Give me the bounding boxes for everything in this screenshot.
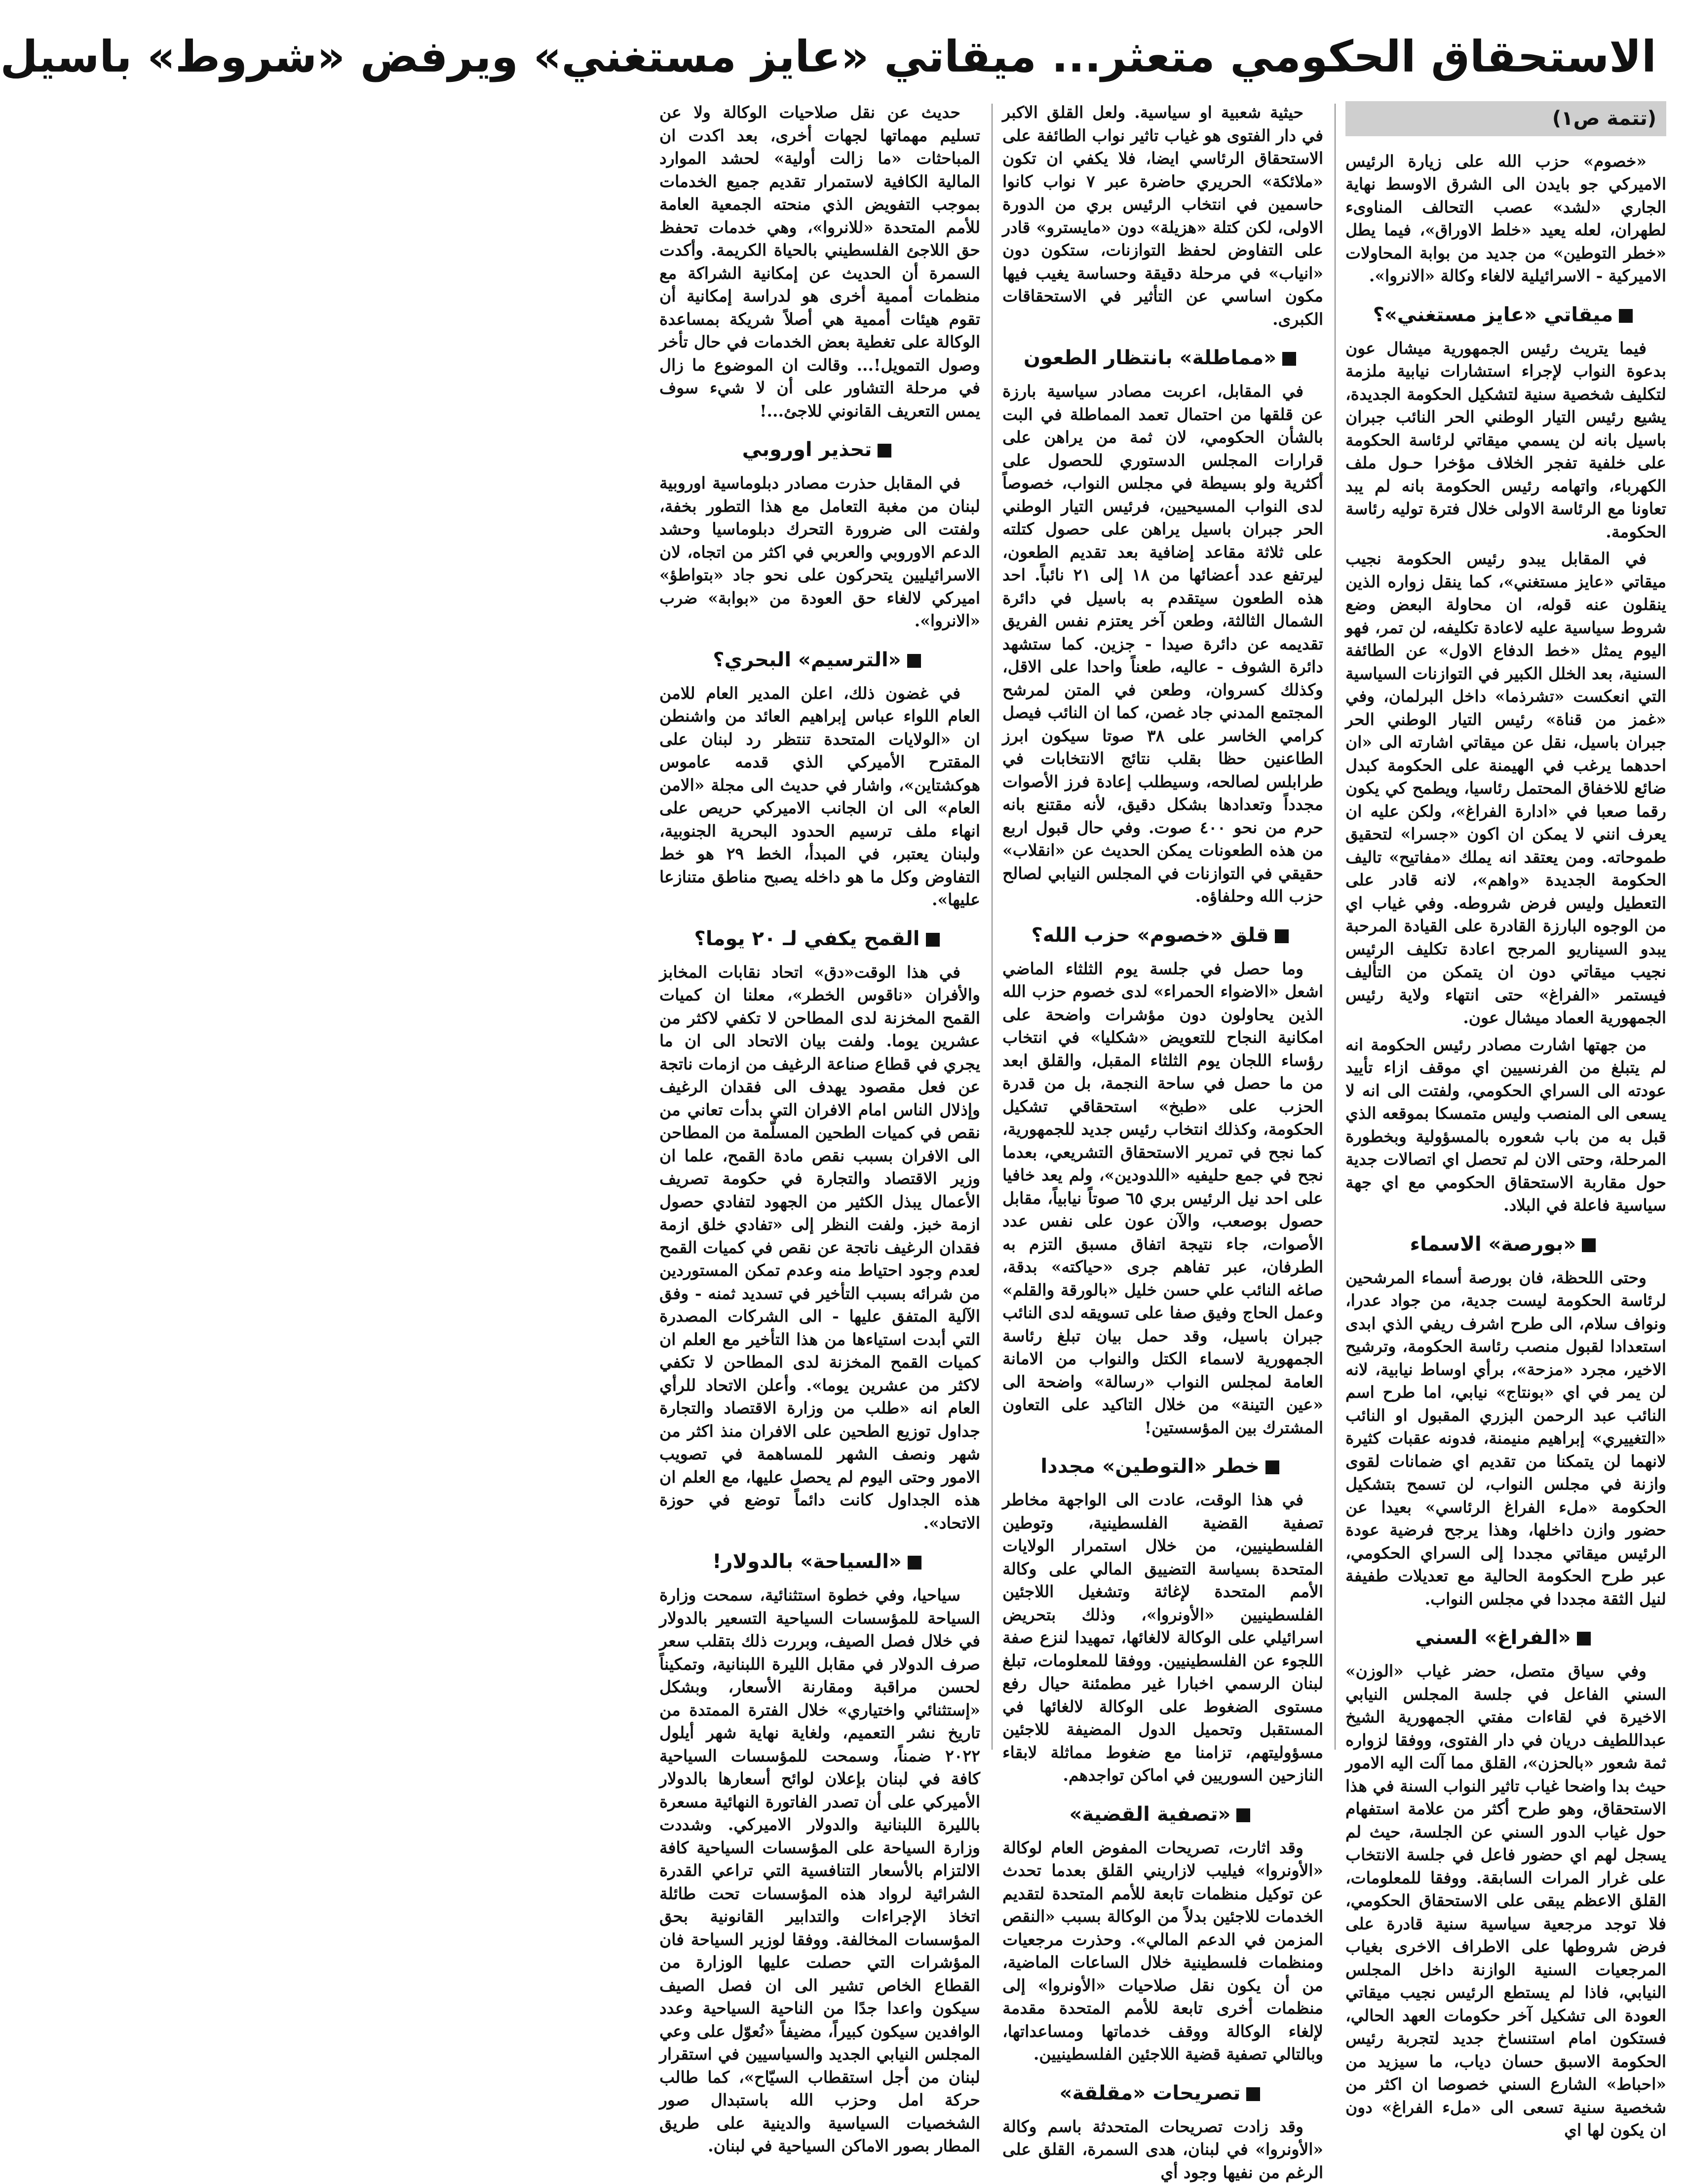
square-bullet-icon (926, 933, 940, 947)
subheading-text: القمح يكفي لـ ٢٠ يوما؟ (694, 927, 920, 950)
subheading-text: تحذير اوروبي (742, 438, 872, 461)
paragraph: وقد اثارت، تصريحات المفوض العام لوكالة «الأونروا» فيليب لازاريني القلق بعدما تحدث عن توكيل منظمات تابعة للأمم المتحدة لتقديم الخدمات للاجئين بدلاً من الوكالة بسبب «النقص المزمن في الدعم المالي». وحذرت مرجعيات ومنظمات فلسطينية خلال الساعات الماضية، من أن يكون نقل صلاحيات «الأونروا» إلى منظمات أخرى تابعة للأمم المتحدة مقدمة لإلغاء الوكالة ووقف خدماتها ومساعداتها، وبالتالي تصفية قضية اللاجئين الفلسطينيين. (1002, 1837, 1323, 2066)
article-column-1 (1345, 101, 1666, 1755)
subheading (1345, 1623, 1666, 1652)
paragraph: وحتى اللحظة، فان بورصة أسماء المرشحين لرئاسة الحكومة ليست جدية، من جواد عدرا، ونواف سلام، الى طرح اشرف ريفي الذي ابدى استعدادا لقبول منصب رئاسة الحكومة، وترشيح الاخير، مجرد «مزحة»، برأي اوساط نيابية، لانه لن يمر في اي «بونتاج» نيابي، اما طرح اسم النائب عبد الرحمن البزري المقبول او النائب «التغييري» إبراهيم منيمنة، فدونه عقبات كثيرة لانهما لن يتمكنا من تقديم اي ضمانات لقوى وازنة في مجلس النواب، لن تسمح بتشكيل الحكومة «ملء الفراغ الرئاسي» بعيدا عن حضور وازن داخلها، وهذا يرجح فرضية عودة الرئيس ميقاتي مجددا إلى السراي الحكومي، عبر طرح الحكومة الحالية مع تعديلات طفيفة لنيل الثقة مجددا في مجلس النواب. (1345, 1266, 1666, 1611)
subheading (659, 646, 980, 674)
article-column-3 (659, 101, 980, 1755)
square-bullet-icon (1282, 352, 1296, 366)
subheading (1002, 921, 1323, 950)
square-bullet-icon (908, 1556, 921, 1570)
paragraph: في هذا الوقت، عادت الى الواجهة مخاطر تصفية القضية الفلسطينية، وتوطين الفلسطينيين، من خلال استمرار الولايات المتحدة بسياسة التضييق المالي على وكالة الأمم المتحدة لإغاثة وتشغيل اللاجئين الفلسطينيين «الأونروا»، وذلك بتحريض اسرائيلي على الوكالة لالغائها، تمهيدا لنزع صفة اللجوء عن الفلسطينيين. ووفقا للمعلومات، تبلغ لبنان الرسمي اخبارا غير مطمئنة حيال رفع مستوى الضغوط على الوكالة لالغائها في المستقبل وتحميل الدول المضيفة للاجئين مسؤوليتهم، تزامنا مع ضغوط مماثلة لابقاء النازحين السوريين في اماكن تواجدهم. (1002, 1489, 1323, 1787)
paragraph: في هذا الوقت«دق» اتحاد نقابات المخابز والأفران «ناقوس الخطر»، معلنا ان كميات القمح المخزنة لدى المطاحن لا تكفي لاكثر من عشرين يوما. ولفت بيان الاتحاد الى ان ما يجري في قطاع صناعة الرغيف من ازمات ناتجة عن فعل مقصود يهدف الى فقدان الرغيف وإذلال الناس امام الافران التي بدأت تعاني من نقص في كميات الطحين المسلّمة من المطاحن الى الافران بسبب نقص مادة القمح، علما ان وزير الاقتصاد والتجارة في حكومة تصريف الأعمال يبذل الكثير من الجهود لتفادي حصول ازمة خبز. ولفت النظر إلى «تفادي خلق ازمة فقدان الرغيف ناتجة عن نقص في كميات القمح لعدم وجود احتياط منه وعدم تمكن المستوردين من شرائه بسبب التأخير في تسديد ثمنه - وفق الآلية المتفق عليها - الى الشركات المصدرة التي أبدت استياءها من هذا التأخير مع العلم ان كميات القمح المخزنة لدى المطاحن لا تكفي لاكثر من عشرين يوما». وأعلن الاتحاد للرأي العام انه «طلب من وزارة الاقتصاد والتجارة جداول توزيع الطحين على الافران منذ اكثر من شهر ونصف الشهر للمساهمة في تصويب الامور وحتى اليوم لم يحصل عليها، مع العلم ان هذه الجداول كانت دائماً توضع في حوزة الاتحاد». (659, 961, 980, 1535)
subheading-text: «الترسيم» البحري؟ (713, 649, 901, 671)
subheading-text: خطر «التوطين» مجددا (1040, 1455, 1259, 1478)
paragraph: «خصوم» حزب الله على زيارة الرئيس الاميركي جو بايدن الى الشرق الاوسط نهاية الجاري «لشد» عصب التحالف المناوىء لطهران، لعله يعيد «خلط الاوراق»، فيما يطل «خطر التوطين» من جديد من بوابة المحاولات الاميركية - الاسرائيلية لالغاء وكالة «الانروا». (1345, 150, 1666, 288)
subheading (1002, 344, 1323, 372)
paragraph: وقد زادت تصريحات المتحدثة باسم وكالة «الأونروا» في لبنان، هدى السمرة، القلق على الرغم من نفيها وجود أي (1002, 2115, 1323, 2184)
square-bullet-icon (1265, 1460, 1279, 1474)
subheading (1002, 2079, 1323, 2107)
square-bullet-icon (1577, 1632, 1591, 1646)
square-bullet-icon (1236, 1808, 1250, 1822)
paragraph: سياحيا، وفي خطوة استثنائية، سمحت وزارة السياحة للمؤسسات السياحية التسعير بالدولار في خلال فصل الصيف، وبررت ذلك بتقلب سعر صرف الدولار في مقابل الليرة اللبنانية، وتمكيناً لحسن مراقبة ومقارنة الأسعار، وبشكل «إستثنائي واختياري» خلال الفترة الممتدة من تاريخ نشر التعميم، ولغاية نهاية شهر أيلول ٢٠٢٢ ضمناً، وسمحت للمؤسسات السياحية كافة في لبنان بإعلان لوائح أسعارها بالدولار الأميركي على أن تصدر الفاتورة النهائية مسعرة بالليرة اللبنانية والدولار الاميركي. وشددت وزارة السياحة على المؤسسات السياحية كافة الالتزام بالأسعار التنافسية التي تراعي القدرة الشرائية لرواد هذه المؤسسات تحت طائلة اتخاذ الإجراءات والتدابير القانونية بحق المؤسسات المخالفة. ووفقا لوزير السياحة فان المؤشرات التي حصلت عليها الوزارة من القطاع الخاص تشير الى ان فصل الصيف سيكون واعدا جدًا من الناحية السياحية وعدد الوافدين سيكون كبيراً، مضيفاً «نُعوّل على وعي المجلس النيابي الجديد والسياسيين في استقرار لبنان من أجل استقطاب السيّاح»، كما طالب حركة امل وحزب الله باستبدال صور الشخصيات السياسية والدينية على طريق المطار بصور الاماكن السياحية في لبنان. (659, 1584, 980, 2158)
square-bullet-icon (1275, 929, 1289, 943)
subheading (659, 435, 980, 464)
article-column-2 (1002, 101, 1323, 1755)
paragraph: في المقابل، اعربت مصادر سياسية بارزة عن قلقها من احتمال تعمد المماطلة في البت بالشأن الحكومي، لان ثمة من يراهن على قرارات المجلس الدستوري للحصول على أكثرية ولو بسيطة في مجلس النواب، خصوصاً لدى النواب المسيحيين، فرئيس التيار الوطني الحر جبران باسيل يراهن على حصول كتلته على ثلاثة مقاعد إضافية بعد تقديم الطعون، ليرتفع عدد أعضائها من ١٨ إلى ٢١ نائباً. احد هذه الطعون سيتقدم به باسيل في دائرة الشمال الثالثة، وطعن آخر يعتزم نفس الفريق تقديمه عن دائرة صيدا - جزين. كما ستشهد دائرة الشوف - عاليه، طعناً واحدا على الاقل، وكذلك كسروان، وطعن في المتن لمرشح المجتمع المدني جاد غصن، كما ان النائب فيصل كرامي الخاسر على ٣٨ صوتا سيكون ابرز الطاعنين حظا بقلب نتائج الانتخابات في طرابلس لصالحه، وسيطلب إعادة فرز الأصوات مجدداً وتعدادها بشكل دقيق، لأنه مقتنع بانه حرم من نحو ٤٠٠ صوت. وفي حال قبول اربع من هذه الطعونات يمكن الحديث عن «انقلاب» حقيقي في التوازنات في المجلس النيابي لصالح حزب الله وحلفاؤه. (1002, 380, 1323, 908)
square-bullet-icon (1246, 2087, 1260, 2101)
subheading-text: ميقاتي «عايز مستغني»؟ (1373, 304, 1613, 326)
subheading-text: «مماطلة» بانتظار الطعون (1024, 346, 1276, 369)
paragraph: حديث عن نقل صلاحيات الوكالة ولا عن تسليم مهماتها لجهات أخرى، بعد اكدت ان المباحثات «ما زالت أولية» لحشد الموارد المالية الكافية لاستمرار تقديم جميع الخدمات بموجب التفويض الذي منحته الجمعية العامة للأمم المتحدة «للانروا»، وهي خدمات تحفظ حق اللاجئ الفلسطيني بالحياة الكريمة. وأكدت السمرة أن الحديث عن إمكانية الشراكة مع منظمات أممية أخرى هو لدراسة إمكانية أن تقوم هيئات أممية هي أصلاً شريكة بمساعدة الوكالة على تغطية بعض الخدمات في حال تأخر وصول التمويل!... وقالت ان الموضوع ما زال في مرحلة التشاور على أن لا شيء سوف يمس التعريف القانوني للاجئ...! (659, 101, 980, 422)
subheading (1002, 1800, 1323, 1829)
paragraph: وفي سياق متصل، حضر غياب «الوزن» السني الفاعل في جلسة المجلس النيابي الاخيرة في لقاءات مفتي الجمهورية الشيخ عبداللطيف دريان في دار الفتوى، ووفقا لزواره ثمة شعور «بالحزن»، القلق مما آلت اليه الامور حيث بدا واضحا غياب تاثير النواب السنة في هذا الاستحقاق، وهو طرح أكثر من علامة استفهام حول غياب الدور السني عن الجلسة، حيث لم يسجل لهم اي حضور فاعل في جلسة الانتخاب على غرار المرات السابقة. ووفقا للمعلومات، القلق الاعظم يبقى على الاستحقاق الحكومي، فلا توجد مرجعية سياسية سنية قادرة على فرض شروطها على الاطراف الاخرى بغياب المرجعيات السنية الوازنة داخل المجلس النيابي، فاذا لم يستطع الرئيس نجيب ميقاتي العودة الى تشكيل آخر حكومات العهد الحالي، فستكون امام استنساخ جديد لتجربة رئيس الحكومة الاسبق حسان دياب، ما سيزيد من «احباط» الشارع السني خصوصا ان اكثر من شخصية سنية تسعى الى «ملء الفراغ» دون ان يكون لها اي (1345, 1660, 1666, 2142)
subheading (1002, 1452, 1323, 1481)
paragraph: في المقابل يبدو رئيس الحكومة نجيب ميقاتي «عايز مستغني»، كما ينقل زواره الذين ينقلون عنه قوله، ان محاولة البعض وضع شروط سياسية عليه لاعادة تكليفه، لن تمر، فهو اليوم يمثل «خط الدفاع الاول» عن الطائفة السنية، بعد الخلل الكبير في التوازنات السياسية التي انعكست «تشرذما» داخل البرلمان، وفي «غمز من قناة» رئيس التيار الوطني الحر جبران باسيل، نقل عن ميقاتي اشارته الى «ان احدهما يرغب في الهيمنة على الحكومة كبدل ضائع للاخفاق المحتمل رئاسيا، ويطمح كي يكون رقما صعبا في «ادارة الفراغ»، ولكن عليه ان يعرف انني لا يمكن ان اكون «جسرا» لتحقيق طموحاته. ومن يعتقد انه يملك «مفاتيح» تاليف الحكومة الجديدة «واهم»، لانه قادر على التعطيل وليس فرض شروطه. وفي غياب اي من الوجوه البارزة القادرة على القيادة المرحبة يبدو السيناريو المرجح اعادة تكليف الرئيس نجيب ميقاتي دون ان يتمكن من التأليف فيستمر «الفراغ» حتى انتهاء ولاية رئيس الجمهورية العماد ميشال عون. (1345, 547, 1666, 1030)
column-divider (1335, 104, 1336, 1750)
headline: الاستحقاق الحكومي متعثر... ميقاتي «عايز مستغني» ويرفض «شروط» باسيل (296, 20, 1656, 94)
paragraph: في المقابل حذرت مصادر دبلوماسية اوروبية لبنان من مغبة التعامل مع هذا التطور بخفة، ولفتت الى ضرورة التحرك دبلوماسيا وحشد الدعم الاوروبي والعربي في اكثر من اتجاه، لان الاسرائيليين يتحركون على نحو جاد «بتواطؤ» اميركي لالغاء حق العودة من «بوابة» ضرب «الانروا». (659, 472, 980, 633)
subheading (659, 1547, 980, 1576)
paragraph: من جهتها اشارت مصادر رئيس الحكومة انه لم يتبلغ من الفرنسيين اي موقف ازاء تأييد عودته الى السراي الحكومي، ولفتت الى انه لا يسعى الى المنصب وليس متمسكا بموقعه الذي قبل به من باب شعوره بالمسؤولية وبخطورة المرحلة، وحتى الان لم تحصل اي اتصالات جدية حول مقاربة الاستحقاق الحكومي مع اي جهة سياسية فاعلة في البلاد. (1345, 1034, 1666, 1217)
paragraph: حيثية شعبية او سياسية. ولعل القلق الاكبر في دار الفتوى هو غياب تاثير نواب الطائفة على الاستحقاق الرئاسي ايضا، فلا يكفي ان تكون «ملائكة» الحريري حاضرة عبر ٧ نواب كانوا حاسمين في انتخاب الرئيس بري من الدورة الاولى، لكن كتلة «هزيلة» دون «مايسترو» قادر على التفاوض لحفظ التوازنات، ستكون دون «انياب» في مرحلة دقيقة وحساسة يغيب فيها مكون اساسي عن التأثير في الاستحقاقات الكبرى. (1002, 101, 1323, 331)
square-bullet-icon (1619, 309, 1633, 323)
subheading-text: قلق «خصوم» حزب الله؟ (1031, 924, 1268, 947)
subheading-text: تصريحات «مقلقة» (1060, 2082, 1241, 2105)
square-bullet-icon (907, 654, 921, 668)
subheading-text: «بورصة» الاسماء (1410, 1233, 1576, 1256)
subheading-text: «السياحة» بالدولار! (712, 1550, 902, 1573)
subheading (1345, 301, 1666, 329)
continuation-label: (تتمة ص١) (1345, 101, 1666, 136)
paragraph: في غضون ذلك، اعلن المدير العام للامن العام اللواء عباس إبراهيم العائد من واشنطن ان «الولايات المتحدة تنتظر رد لبنان على المقترح الأميركي الذي قدمه عاموس هوكشتاين»، واشار في حديث الى مجلة «الامن العام» الى ان الجانب الاميركي حريص على انهاء ملف ترسيم الحدود البحرية الجنوبية، ولبنان يعتبر، في المبدأ، الخط ٢٩ هو خط التفاوض وكل ما هو داخله يصبح مناطق متنازعا عليها». (659, 682, 980, 912)
paragraph: وما حصل في جلسة يوم الثلثاء الماضي اشعل «الاضواء الحمراء» لدى خصوم حزب الله الذين يحاولون دون مؤشرات واضحة على امكانية النجاح للتعويض «شكليا» في انتخاب رؤساء اللجان يوم الثلثاء المقبل، والقلق ابعد من ما حصل في ساحة النجمة، بل من قدرة الحزب على «طبخ» استحقاقي تشكيل الحكومة، وكذلك انتخاب رئيس جديد للجمهورية، كما نجح في تمرير الاستحقاق التشريعي، بعدما نجح في جمع حليفيه «اللدودين»، ولم يعد خافيا على احد نيل الرئيس بري ٦٥ صوتاً نيابياً، مقابل حصول بوصعب، والآن عون على نفس عدد الأصوات، جاء نتيجة اتفاق مسبق التزم به الطرفان، عبر تفاهم جرى «حياكته» بدقة، صاغه النائب علي حسن خليل «بالورقة والقلم» وعمل الحاج وفيق صفا على تسويقه لدى النائب جبران باسيل، وقد حمل بيان تبلغ رئاسة الجمهورية لاسماء الكتل والنواب من الامانة العامة لمجلس النواب «رسالة» واضحة الى «عين التينة» من خلال التاكيد على التعاون المشترك بين المؤسستين! (1002, 958, 1323, 1440)
paragraph: فيما يتريث رئيس الجمهورية ميشال عون بدعوة النواب لإجراء استشارات نيابية ملزمة لتكليف شخصية سنية لتشكيل الحكومة الجديدة، يشيع رئيس التيار الوطني الحر النائب جبران باسيل بانه لن يسمي ميقاتي لرئاسة الحكومة على خلفية تفجر الخلاف مؤخرا حـول ملف الكهرباء، واتهامه رئيس الحكومة بانه لم يبد تعاونا مع الرئاسة الاولى خلال فترة توليه رئاسة الحكومة. (1345, 337, 1666, 544)
square-bullet-icon (878, 444, 891, 458)
subheading-text: «تصفية القضية» (1070, 1803, 1231, 1826)
column-divider (992, 104, 993, 1750)
subheading (1345, 1230, 1666, 1259)
subheading (659, 924, 980, 953)
square-bullet-icon (1582, 1238, 1596, 1252)
subheading-text: «الفراغ» السني (1415, 1626, 1571, 1649)
